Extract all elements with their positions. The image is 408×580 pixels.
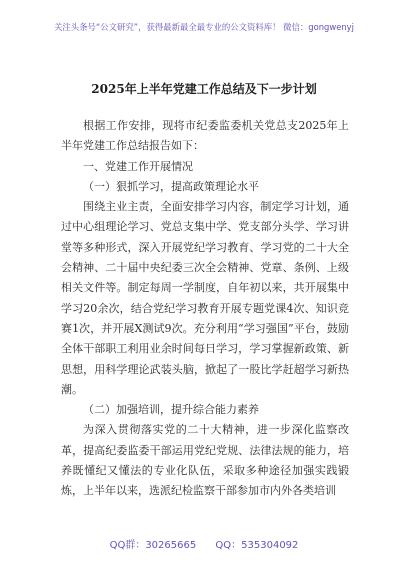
- footer-contact: [0, 536, 408, 551]
- document-body: [61, 116, 349, 502]
- study-paragraph: 围绕主业主责，全面安排学习内容，制定学习计划，通过中心组理论学习、党总支集中学、党支部分头学、学习讲堂等多种形式，深入开展党纪学习教育、学习党的二十大全会精神、二十届中央纪委三次全会精神、党章、条例、上级相关文件等。制定每周一学制度，自年初以来，共开展集中学习20余次，结合党纪学习教育开展专题党课4次、知识竞赛1次，并开展X测试9次。充分利用“学习强国”平台，鼓励全体干部职工利用业余时间每日学习，学习掌握新政策、新思想，用科学理论武装头脑，掀起了一股比学赶超学习新热潮。: [61, 200, 349, 396]
- footer-qq-group: QQ群：30265665: [109, 540, 197, 551]
- intro-paragraph: 根据工作安排，现将市纪委监委机关党总支2025年上半年党建工作总结报告如下：: [61, 119, 349, 153]
- subsection-heading-1: （一）狠抓学习，提高政策理论水平: [83, 179, 259, 193]
- header-note: 关注头条号“公文研究”，获得最新最全最专业的公文资料库！ 微信：gongwenyj: [54, 22, 354, 32]
- training-paragraph: 为深入贯彻落实党的二十大精神，进一步深化监察改革，提高纪委监委干部运用党纪党规、法律法规的能力，培养既懂纪又懂法的专业化队伍，采取多种途径加强实践锻炼，上半年以来，选派纪检监察干部参加市内外各类培训: [61, 423, 349, 498]
- footer-qq: QQ：535304092: [215, 540, 299, 551]
- section-heading-1: 一、党建工作开展情况: [83, 159, 193, 173]
- document-title: 2025年上半年党建工作总结及下一步计划: [91, 82, 317, 96]
- subsection-heading-2: （二）加强培训，提升综合能力素养: [83, 403, 259, 417]
